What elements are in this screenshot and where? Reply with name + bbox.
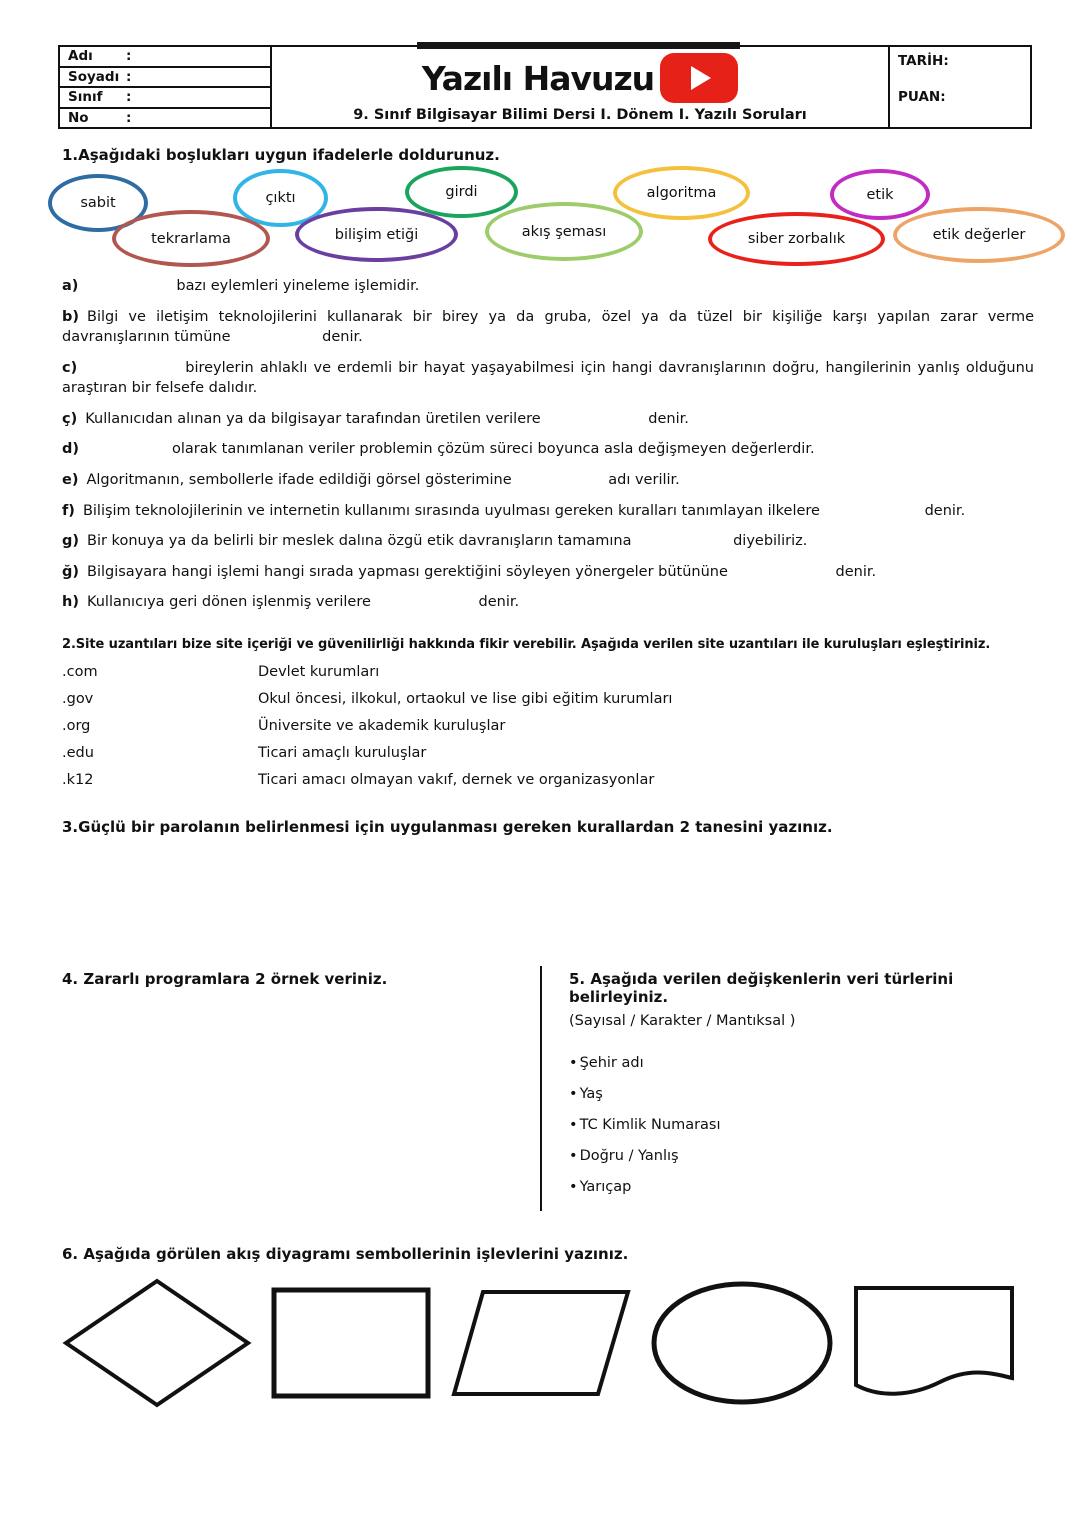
- fill-in-item-b: [62, 307, 1034, 348]
- question-1-items: [62, 276, 1034, 613]
- item-text: olarak tanımlanan veriler problemin çözüm süreci boyunca asla değişmeyen değerlerdir.: [172, 441, 815, 458]
- item-text: Bir konuya ya da belirli bir meslek dalına özgü etik davranışların tamamına: [87, 533, 637, 550]
- variable-item: [569, 1117, 1034, 1133]
- oval-label: sabit: [80, 195, 116, 211]
- item-text: Algoritmanın, sembollerle ifade edildiği görsel gösterimine: [86, 472, 517, 489]
- fill-in-item-e: [62, 470, 1034, 491]
- student-field-soyadı: Soyadı :: [60, 68, 270, 89]
- bullet-icon: •: [569, 1054, 578, 1071]
- variable-label: Yaş: [579, 1085, 603, 1102]
- site-extension: .com: [62, 663, 98, 680]
- question-4-title: 4. Zararlı programlara 2 örnek veriniz.: [62, 969, 388, 988]
- question-4-column: [62, 966, 540, 1211]
- header-title-cell: [272, 47, 888, 127]
- student-field-sınıf: Sınıf :: [60, 88, 270, 109]
- item-text: denir.: [322, 329, 363, 346]
- process-rectangle: [270, 1286, 432, 1400]
- fill-in-item-a: [62, 276, 1034, 297]
- oval-label: çıktı: [265, 190, 296, 206]
- fill-in-item-d: [62, 439, 1034, 460]
- oval-girdi: [405, 166, 518, 218]
- answer-blank: [87, 452, 172, 453]
- input-output-parallelogram: [450, 1288, 632, 1398]
- brand-row: [422, 53, 738, 103]
- item-text: denir.: [648, 410, 689, 427]
- variable-label: TC Kimlik Numarası: [579, 1116, 721, 1133]
- item-letter: d): [62, 441, 80, 458]
- student-field-adı: Adı :: [60, 47, 270, 68]
- site-extension: .edu: [62, 744, 94, 761]
- answer-blank: [516, 483, 608, 484]
- question-5-variables: [569, 1055, 1034, 1195]
- item-letter: e): [62, 472, 79, 489]
- fill-in-item-ç: [62, 409, 1034, 430]
- item-text: Bilişim teknolojilerinin ve internetin kullanımı sırasında uyulması gereken kuralları tanımlayan ilkelere: [82, 502, 825, 519]
- item-text: bireylerin ahlaklı ve erdemli bir hayat yaşayabilmesi için hangi davranışlarının doğru, hangilerinin yanlış olduğunu araştıran bir felsefe dalıdır.: [62, 359, 1034, 397]
- brand-title: Yazılı Havuzu: [421, 58, 655, 98]
- answer-blank: [85, 371, 185, 372]
- question-2-title: 2.Site uzantıları bize site içeriği ve güvenilirliği hakkında fikir verebilir. Aşağıda verilen site uzantıları ile kuruluşları eşleştiriniz.: [62, 636, 991, 652]
- question-3-title: 3.Güçlü bir parolanın belirlenmesi için uygulanması gereken kurallardan 2 tanesini yazınız.: [62, 817, 833, 836]
- oval-label: algoritma: [646, 185, 717, 201]
- decision-diamond: [62, 1277, 252, 1409]
- answer-blank: [733, 575, 836, 576]
- answer-blank: [636, 544, 733, 545]
- item-text: denir.: [835, 563, 877, 580]
- oval-label: girdi: [445, 184, 478, 200]
- fill-in-item-g: [62, 531, 1034, 552]
- item-text: Kullanıcıya geri dönen işlenmiş verilere: [86, 594, 376, 611]
- organization-description: Okul öncesi, ilkokul, ortaokul ve lise gibi eğitim kurumları: [258, 690, 673, 707]
- item-letter: h): [62, 594, 79, 611]
- organization-description: Üniversite ve akademik kuruluşlar: [258, 717, 506, 734]
- item-text: Kullanıcıdan alınan ya da bilgisayar tarafından üretilen verilere: [85, 410, 546, 427]
- flowchart-symbols: [62, 1273, 1034, 1413]
- oval-algoritma: [613, 166, 750, 220]
- bullet-icon: •: [569, 1147, 578, 1164]
- oval-label: tekrarlama: [151, 230, 231, 247]
- organization-description: Ticari amaçlı kuruluşlar: [258, 744, 427, 761]
- site-extension: .k12: [62, 771, 94, 788]
- question-5-column: [542, 966, 1034, 1211]
- oval-akış-şeması: [485, 202, 643, 261]
- answer-blank: [376, 605, 479, 606]
- question-5-options: (Sayısal / Karakter / Mantıksal ): [569, 1012, 796, 1029]
- terminator-ellipse: [650, 1280, 834, 1406]
- site-extension: .gov: [62, 690, 94, 707]
- bullet-icon: •: [569, 1116, 578, 1133]
- header: [58, 45, 1032, 129]
- answer-blank: [545, 422, 648, 423]
- answer-blank: [86, 289, 176, 290]
- fill-in-item-h: [62, 592, 1034, 613]
- oval-label: bilişim etiği: [334, 226, 419, 243]
- item-text: diyebiliriz.: [733, 533, 808, 550]
- variable-label: Doğru / Yanlış: [579, 1147, 679, 1164]
- fill-in-item-f: [62, 501, 1034, 522]
- variable-item: [569, 1148, 1034, 1164]
- score-label: PUAN:: [898, 89, 946, 105]
- date-score-cell: [888, 47, 1030, 127]
- item-letter: f): [62, 502, 75, 519]
- oval-label: akış şeması: [521, 223, 607, 240]
- fill-in-item-ğ: [62, 562, 1034, 583]
- item-text: denir.: [924, 502, 966, 519]
- item-text: bazı eylemleri yineleme işlemidir.: [176, 278, 420, 294]
- match-row-gov: [62, 691, 1034, 707]
- answer-blank: [825, 514, 925, 515]
- oval-label: siber zorbalık: [747, 231, 846, 247]
- bullet-icon: •: [569, 1085, 578, 1102]
- variable-item: [569, 1179, 1034, 1195]
- student-info-table: [60, 47, 272, 127]
- match-row-com: [62, 664, 1034, 680]
- organization-description: Devlet kurumları: [258, 663, 380, 680]
- question-5-title: 5. Aşağıda verilen değişkenlerin veri türlerini belirleyiniz.: [569, 969, 954, 1006]
- organization-description: Ticari amacı olmayan vakıf, dernek ve organizasyonlar: [258, 771, 655, 788]
- youtube-play-icon: [660, 53, 738, 103]
- variable-label: Şehir adı: [579, 1054, 644, 1071]
- date-label: TARİH:: [898, 53, 949, 69]
- question-6-title: 6. Aşağıda görülen akış diyagramı sembollerinin işlevlerini yazınız.: [62, 1244, 629, 1263]
- oval-bilişim-etiği: [295, 207, 458, 262]
- variable-item: [569, 1086, 1034, 1102]
- header-top-bar: [417, 42, 740, 49]
- item-text: Bilgisayara hangi işlemi hangi sırada yapması gerektiğini söyleyen yönergeler bütününe: [87, 563, 733, 580]
- oval-siber-zorbalık: [708, 212, 885, 266]
- document-shape: [852, 1284, 1016, 1402]
- oval-label: etik değerler: [932, 227, 1026, 243]
- oval-etik-değerler: [893, 207, 1065, 263]
- item-text: Bilgi ve iletişim teknolojilerini kullanarak bir birey ya da gruba, özel ya da tüzel bir kişiliğe karşı yapılan zarar verme davranışlarının tümüne: [62, 308, 1034, 346]
- item-text: adı verilir.: [608, 472, 680, 489]
- variable-item: [569, 1055, 1034, 1071]
- item-letter: b): [62, 308, 80, 325]
- variable-label: Yarıçap: [579, 1178, 632, 1195]
- match-row-org: [62, 718, 1034, 734]
- match-row-k12: [62, 772, 1034, 788]
- item-letter: g): [62, 533, 80, 550]
- item-letter: c): [62, 359, 78, 376]
- item-letter: a): [62, 278, 79, 294]
- questions-4-5-columns: [62, 966, 1034, 1211]
- item-text: denir.: [478, 594, 520, 611]
- oval-tekrarlama: [112, 210, 270, 267]
- answer-bank-ovals: [62, 166, 1034, 268]
- match-row-edu: [62, 745, 1034, 761]
- site-extension: .org: [62, 717, 91, 734]
- fill-in-item-c: [62, 358, 1034, 399]
- question-1-title: 1.Aşağıdaki boşlukları uygun ifadelerle doldurunuz.: [62, 146, 500, 164]
- item-letter: ç): [62, 410, 78, 427]
- student-field-no: No :: [68, 109, 132, 126]
- oval-label: etik: [866, 186, 894, 203]
- oval-etik: [830, 169, 930, 220]
- exam-subtitle: 9. Sınıf Bilgisayar Bilimi Dersi I. Dönem I. Yazılı Soruları: [353, 107, 807, 123]
- bullet-icon: •: [569, 1178, 578, 1195]
- answer-blank: [235, 340, 322, 341]
- question-2-matching: [62, 664, 1034, 788]
- item-letter: ğ): [62, 563, 80, 580]
